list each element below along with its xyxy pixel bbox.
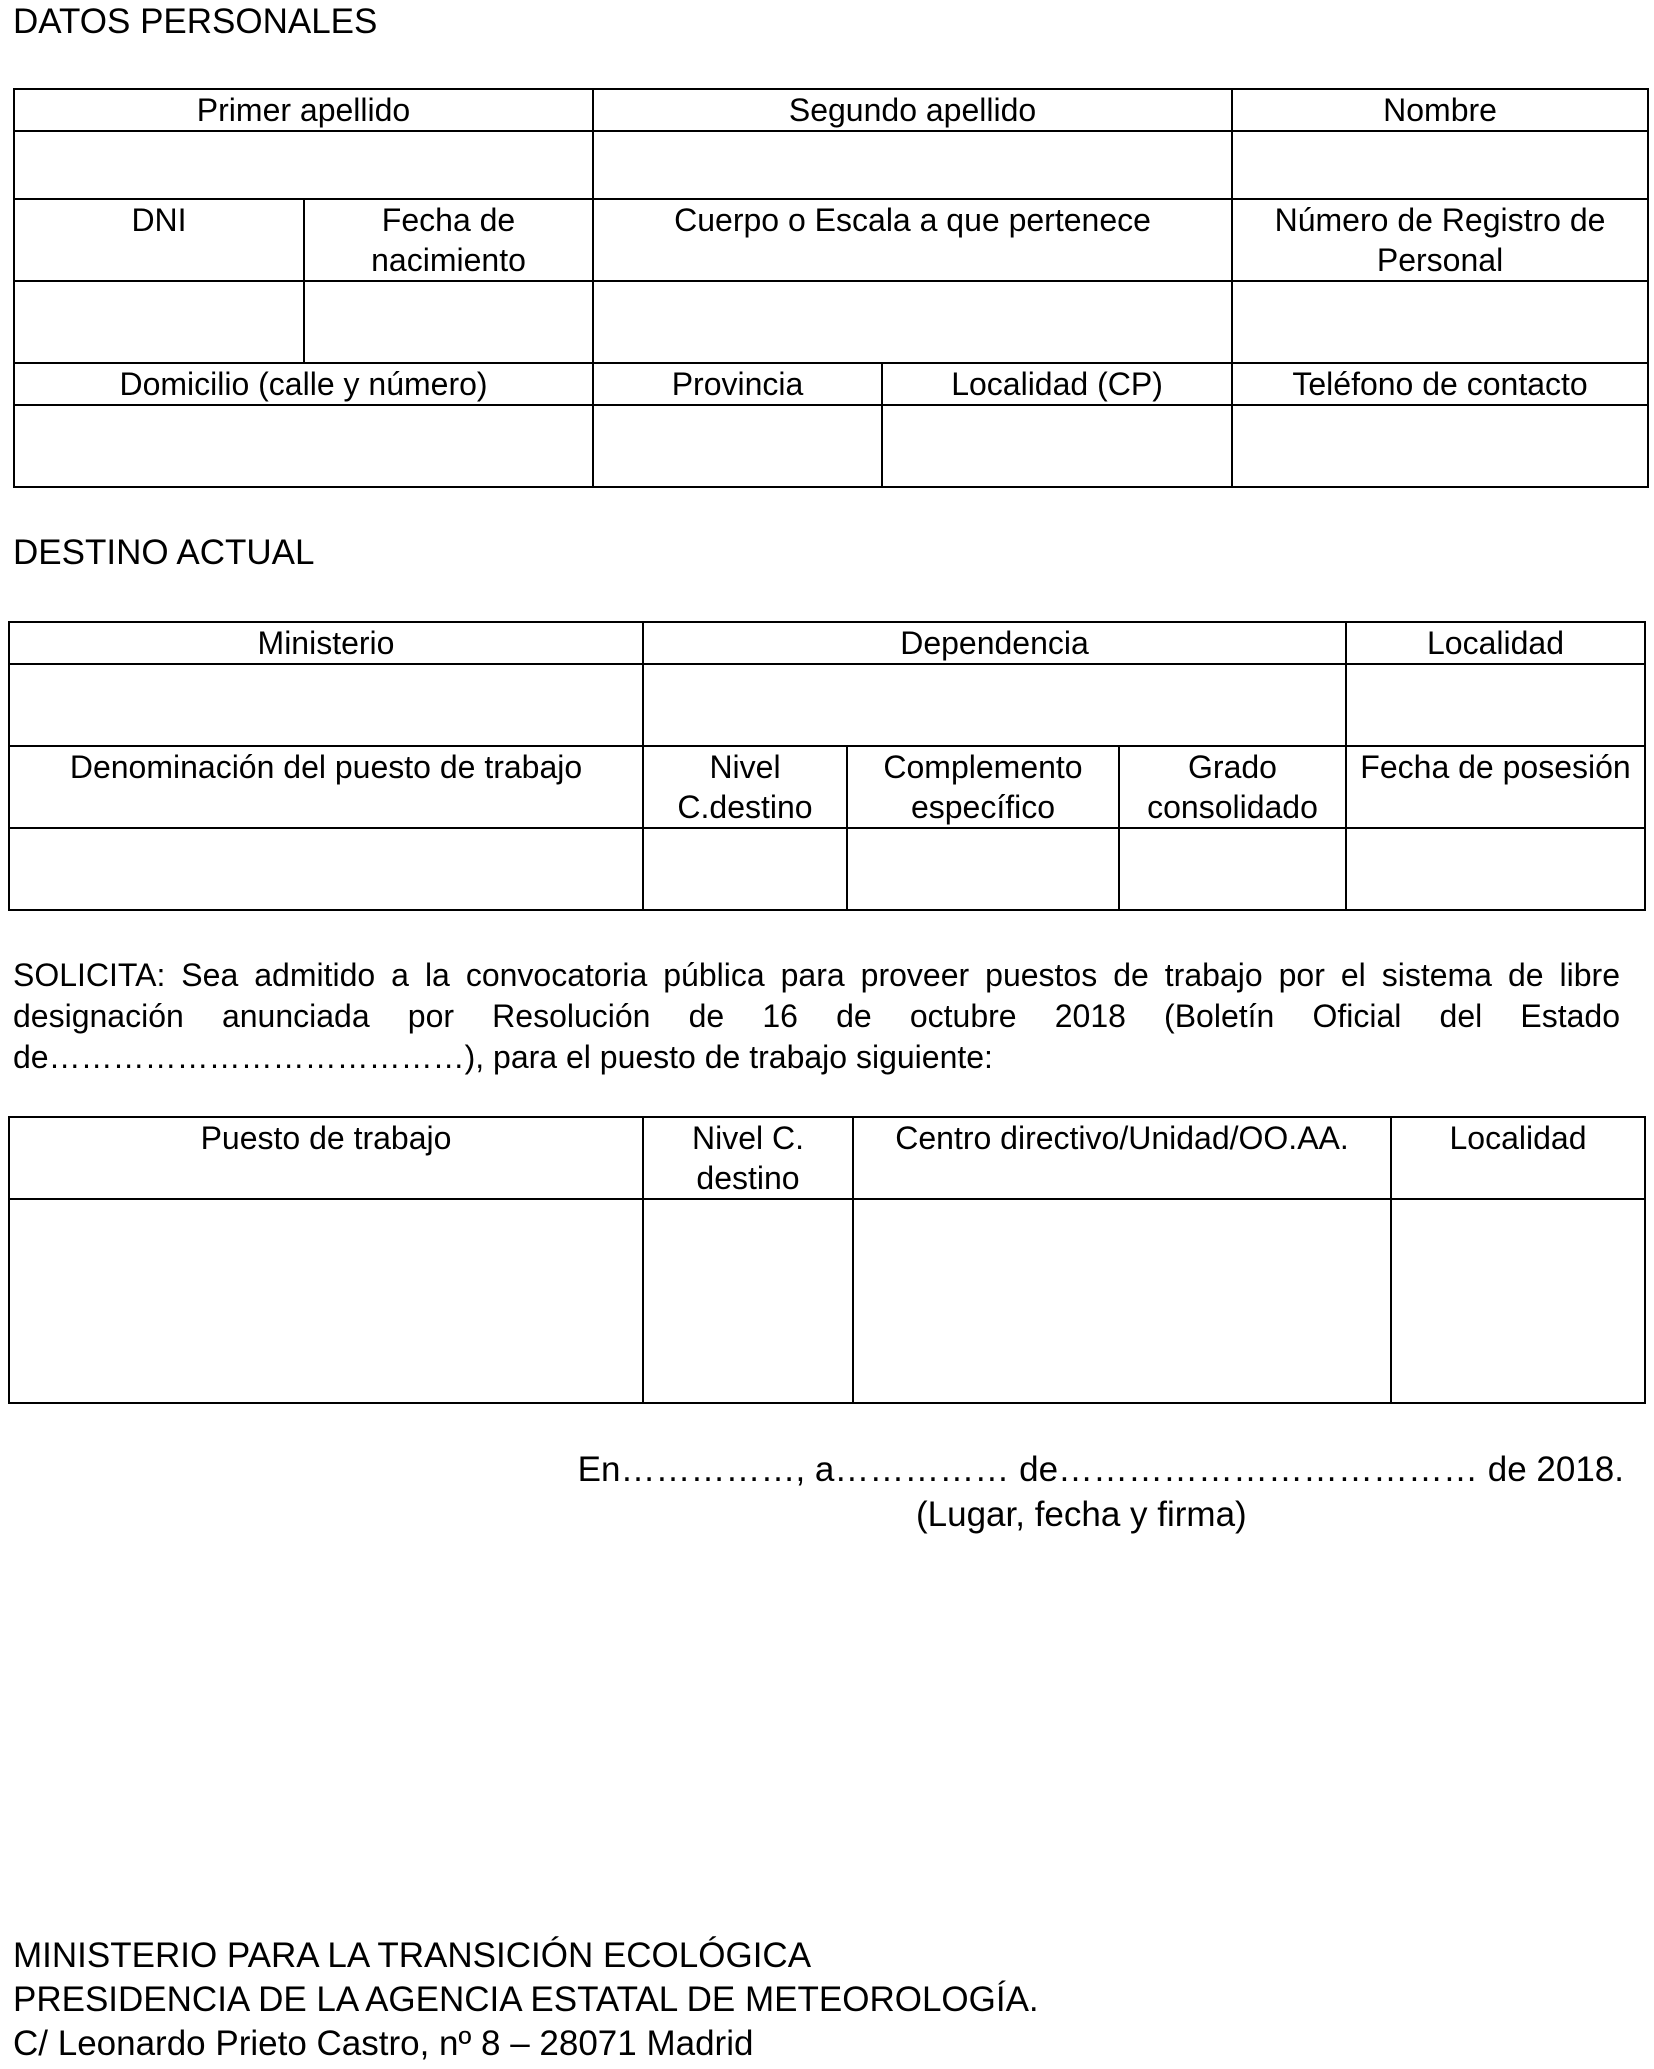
field-cuerpo-escala[interactable] <box>593 281 1232 363</box>
header-denominacion-puesto: Denominación del puesto de trabajo <box>9 746 643 828</box>
header-nivel-destino: Nivel C.destino <box>643 746 847 828</box>
field-localidad-cp[interactable] <box>882 405 1232 487</box>
header-puesto-trabajo: Puesto de trabajo <box>9 1117 643 1199</box>
field-domicilio[interactable] <box>14 405 593 487</box>
field-puesto-trabajo[interactable] <box>9 1199 643 1403</box>
header-nombre: Nombre <box>1232 89 1648 131</box>
solicita-paragraph: SOLICITA: Sea admitido a la convocatoria pública para proveer puestos de trabajo por el sistema de libre designación anunciada por Resolución de 16 de octubre 2018 (Boletín Oficial del Estado de…………………………………), para el puesto de trabajo siguiente: <box>13 957 1620 1075</box>
header-cuerpo-escala: Cuerpo o Escala a que pertenece <box>593 199 1232 281</box>
header-segundo-apellido: Segundo apellido <box>593 89 1232 131</box>
field-grado-consolidado[interactable] <box>1119 828 1346 910</box>
header-localidad-puesto: Localidad <box>1391 1117 1645 1199</box>
header-localidad-cp: Localidad (CP) <box>882 363 1232 405</box>
field-centro-directivo[interactable] <box>853 1199 1391 1403</box>
header-ministerio: Ministerio <box>9 622 643 664</box>
header-dni: DNI <box>14 199 304 281</box>
puesto-solicitado-table <box>8 1116 1646 1404</box>
field-dni[interactable] <box>14 281 304 363</box>
field-provincia[interactable] <box>593 405 882 487</box>
field-numero-registro[interactable] <box>1232 281 1648 363</box>
field-nivel-destino[interactable] <box>643 828 847 910</box>
field-complemento-especifico[interactable] <box>847 828 1119 910</box>
header-complemento-especifico: Complemento específico <box>847 746 1119 828</box>
field-nombre[interactable] <box>1232 131 1648 199</box>
field-segundo-apellido[interactable] <box>593 131 1232 199</box>
field-ministerio[interactable] <box>9 664 643 746</box>
field-telefono[interactable] <box>1232 405 1648 487</box>
field-denominacion-puesto[interactable] <box>9 828 643 910</box>
datos-personales-table <box>13 88 1649 488</box>
header-nivel-c-destino: Nivel C. destino <box>643 1117 853 1199</box>
section-title-datos-personales: DATOS PERSONALES <box>13 2 378 41</box>
field-primer-apellido[interactable] <box>14 131 593 199</box>
footer-address <box>13 1934 1039 2066</box>
footer-ministerio: MINISTERIO PARA LA TRANSICIÓN ECOLÓGICA <box>13 1936 812 1975</box>
header-dependencia: Dependencia <box>643 622 1346 664</box>
header-primer-apellido: Primer apellido <box>14 89 593 131</box>
header-numero-registro: Número de Registro de Personal <box>1232 199 1648 281</box>
field-fecha-nacimiento[interactable] <box>304 281 593 363</box>
signature-caption: (Lugar, fecha y firma) <box>916 1495 1247 1534</box>
header-provincia: Provincia <box>593 363 882 405</box>
header-domicilio: Domicilio (calle y número) <box>14 363 593 405</box>
field-nivel-c-destino[interactable] <box>643 1199 853 1403</box>
signature-line: En……………, a…………… de……………………………… de 2018. <box>577 1450 1624 1489</box>
footer-direccion: C/ Leonardo Prieto Castro, nº 8 – 28071 Madrid <box>13 2024 754 2063</box>
footer-presidencia: PRESIDENCIA DE LA AGENCIA ESTATAL DE METEOROLOGÍA. <box>13 1980 1039 2019</box>
field-dependencia[interactable] <box>643 664 1346 746</box>
field-localidad[interactable] <box>1346 664 1645 746</box>
header-telefono: Teléfono de contacto <box>1232 363 1648 405</box>
header-fecha-nacimiento: Fecha de nacimiento <box>304 199 593 281</box>
section-title-destino-actual: DESTINO ACTUAL <box>13 533 315 572</box>
destino-actual-table <box>8 621 1646 911</box>
header-grado-consolidado: Grado consolidado <box>1119 746 1346 828</box>
header-centro-directivo: Centro directivo/Unidad/OO.AA. <box>853 1117 1391 1199</box>
header-fecha-posesion: Fecha de posesión <box>1346 746 1645 828</box>
field-fecha-posesion[interactable] <box>1346 828 1645 910</box>
header-localidad: Localidad <box>1346 622 1645 664</box>
field-localidad-puesto[interactable] <box>1391 1199 1645 1403</box>
